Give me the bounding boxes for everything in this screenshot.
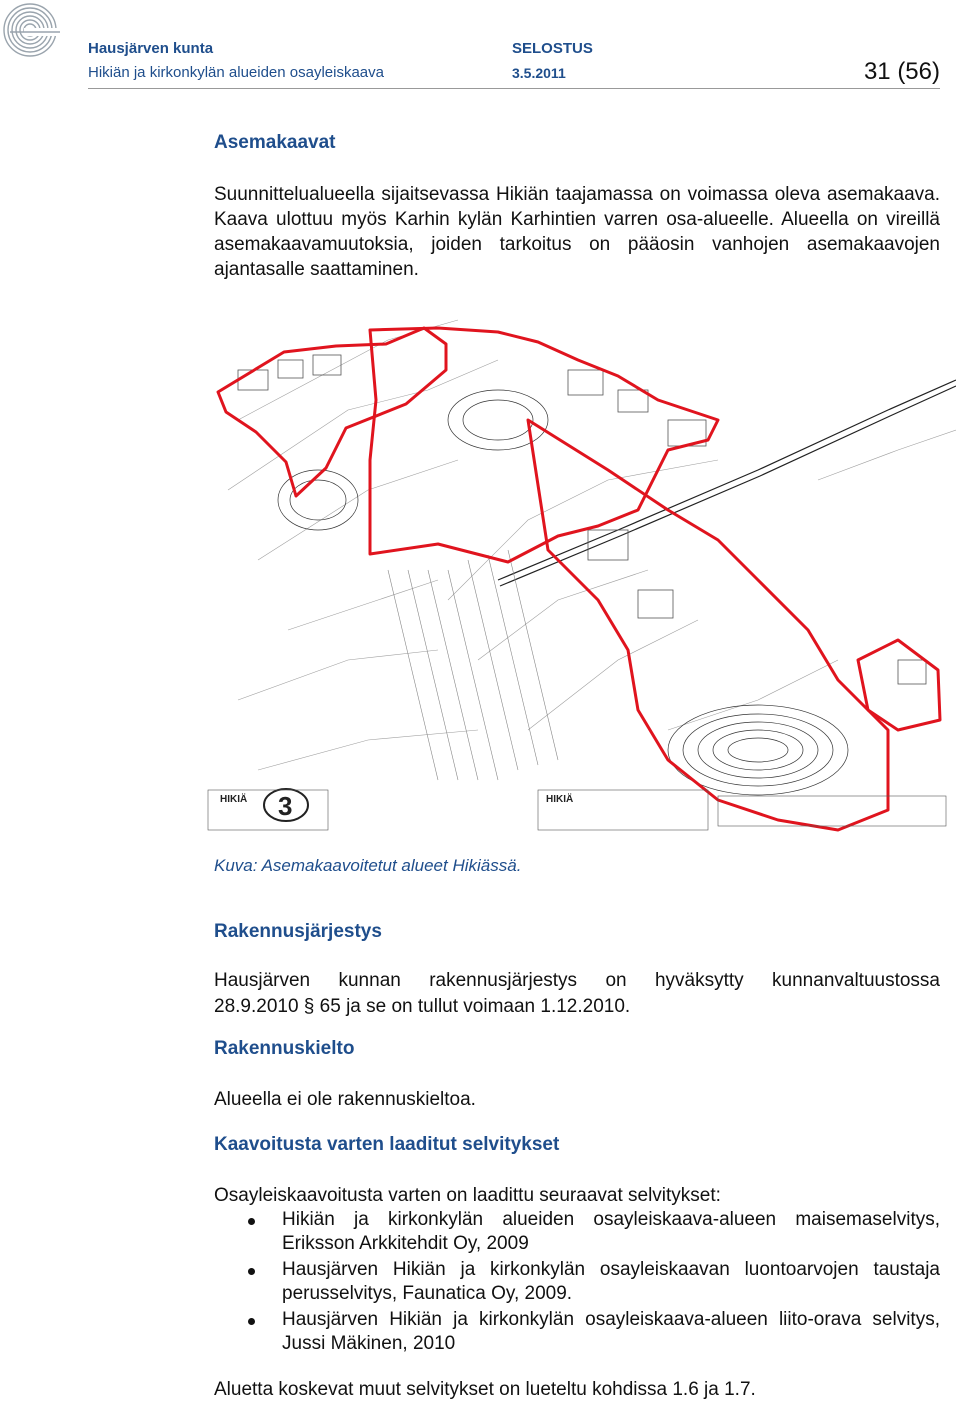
municipality-logo — [0, 0, 60, 60]
heading-rakennuskielto: Rakennuskielto — [214, 1038, 355, 1059]
asemakaavat-paragraph: Suunnittelualueella sijaitsevassa Hikiän taajamassa on voimassa oleva asemakaava. Kaava ulottuu myös Karhin kylän Karhintien varren osa-alueelle. Alueella on vireillä asemakaavamuutoksia, joiden tarkoitus on pääosin vanhojen asemakaavojen ajantasalle saattaminen. — [214, 184, 940, 280]
header-subtitle: Hikiän ja kirkonkylän alueiden osayleiskaava — [88, 64, 384, 81]
header-divider — [88, 88, 940, 89]
selvitykset-intro: Osayleiskaavoitusta varten on laadittu seuraavat selvitykset: — [214, 1185, 721, 1206]
header-org: Hausjärven kunta — [88, 40, 214, 57]
map-caption: Kuva: Asemakaavoitetut alueet Hikiässä. — [214, 856, 522, 875]
rakennusjarjestys-line1: Hausjärven kunnan rakennusjärjestys on hyväksytty kunnanvaltuustossa — [214, 970, 940, 991]
rakennuskielto-paragraph: Alueella ei ole rakennuskieltoa. — [214, 1089, 476, 1110]
selvitykset-footer: Aluetta koskevat muut selvitykset on lueteltu kohdissa 1.6 ja 1.7. — [214, 1379, 756, 1400]
list-item: Hausjärven Hikiän ja kirkonkylän osayleiskaava-alueen liito-orava selvitys, Jussi Mäkinen, 2010 — [214, 1308, 940, 1356]
heading-selvitykset: Kaavoitusta varten laaditut selvitykset — [214, 1134, 560, 1155]
bullet-icon — [248, 1218, 255, 1225]
bullet-icon — [248, 1268, 255, 1275]
map-number-mark: 3 — [278, 791, 293, 821]
header-doc-type: SELOSTUS — [512, 40, 593, 57]
rakennusjarjestys-line2: 28.9.2010 § 65 ja se on tullut voimaan 1.12.2010. — [214, 996, 631, 1017]
heading-asemakaavat: Asemakaavat — [214, 132, 336, 153]
selvitykset-list — [214, 1208, 940, 1358]
bullet-icon — [248, 1318, 255, 1325]
list-item: Hikiän ja kirkonkylän alueiden osayleiskaava-alueen maisemaselvitys, Eriksson Arkkitehdit Oy, 2009 — [214, 1208, 940, 1256]
list-item: Hausjärven Hikiän ja kirkonkylän osayleiskaavan luontoarvojen taustaja perusselvitys, Faunatica Oy, 2009. — [214, 1258, 940, 1306]
map-label-mid: HIKIÄ — [546, 794, 574, 805]
header-date: 3.5.2011 — [512, 65, 566, 81]
page-number: 31 (56) — [863, 58, 940, 85]
map-label-left: HIKIÄ — [220, 794, 248, 805]
heading-rakennusjarjestys: Rakennusjärjestys — [214, 921, 382, 942]
zoning-map — [198, 300, 956, 840]
